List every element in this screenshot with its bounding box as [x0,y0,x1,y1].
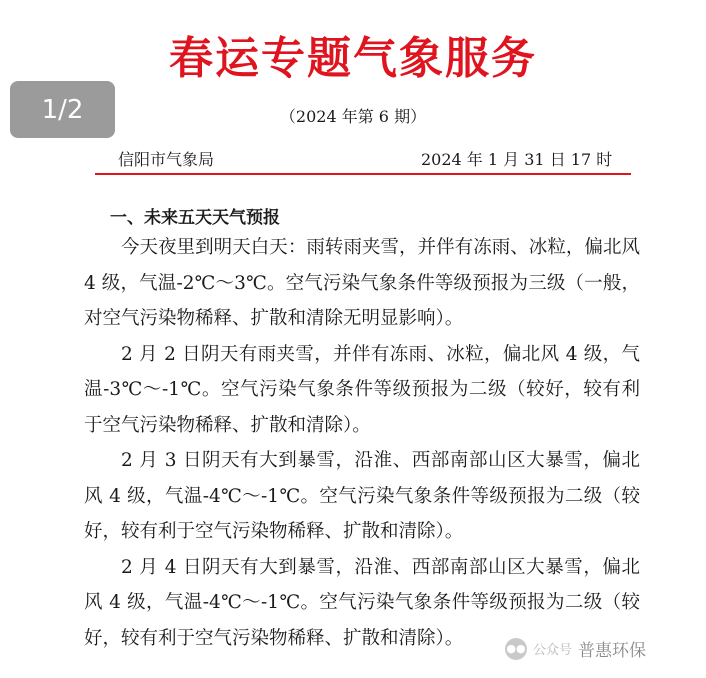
section-heading: 一、未来五天天气预报 [110,208,280,228]
header-divider [95,173,631,175]
document-title: 春运专题气象服务 [169,33,537,84]
watermark-label: 公众号 [533,643,573,658]
wechat-icon: ●● [505,638,527,660]
issue-number: （2024 年第 6 期） [279,107,427,126]
forecast-paragraph-feb2: 2 月 2 日阴天有雨夹雪，并伴有冻雨、冰粒，偏北风 4 级，气温-3℃～-1℃。空气污染气象条件等级预报为二级（较好，较有利于空气污染物稀释、扩散和清除）。 [84,343,640,436]
forecast-paragraph-tonight: 今天夜里到明天白天：雨转雨夹雪，并伴有冻雨、冰粒，偏北风 4 级，气温-2℃～3℃。空气污染气象条件等级预报为三级（一般，对空气污染物稀释、扩散和清除无明显影响）。 [84,237,640,329]
forecast-paragraph-feb3: 2 月 3 日阴天有大到暴雪，沿淮、西部南部山区大暴雪，偏北风 4 级，气温-4℃～-1℃。空气污染气象条件等级预报为二级（较好，较有利于空气污染物稀释、扩散和清除）。 [84,450,640,542]
page-counter: 1/2 [10,81,115,138]
forecast-paragraph-feb4: 2 月 4 日阴天有大到暴雪，沿淮、西部南部山区大暴雪，偏北风 4 级，气温-4℃～-1℃。空气污染气象条件等级预报为二级（较好，较有利于空气污染物稀释、扩散和清除）。 [84,556,640,649]
watermark-account-name: 普惠环保 [578,641,647,661]
issuing-agency: 信阳市气象局 [118,150,215,169]
issue-date: 2024 年 1 月 31 日 17 时 [421,150,613,169]
forecast-body [84,230,640,656]
watermark [505,636,646,661]
